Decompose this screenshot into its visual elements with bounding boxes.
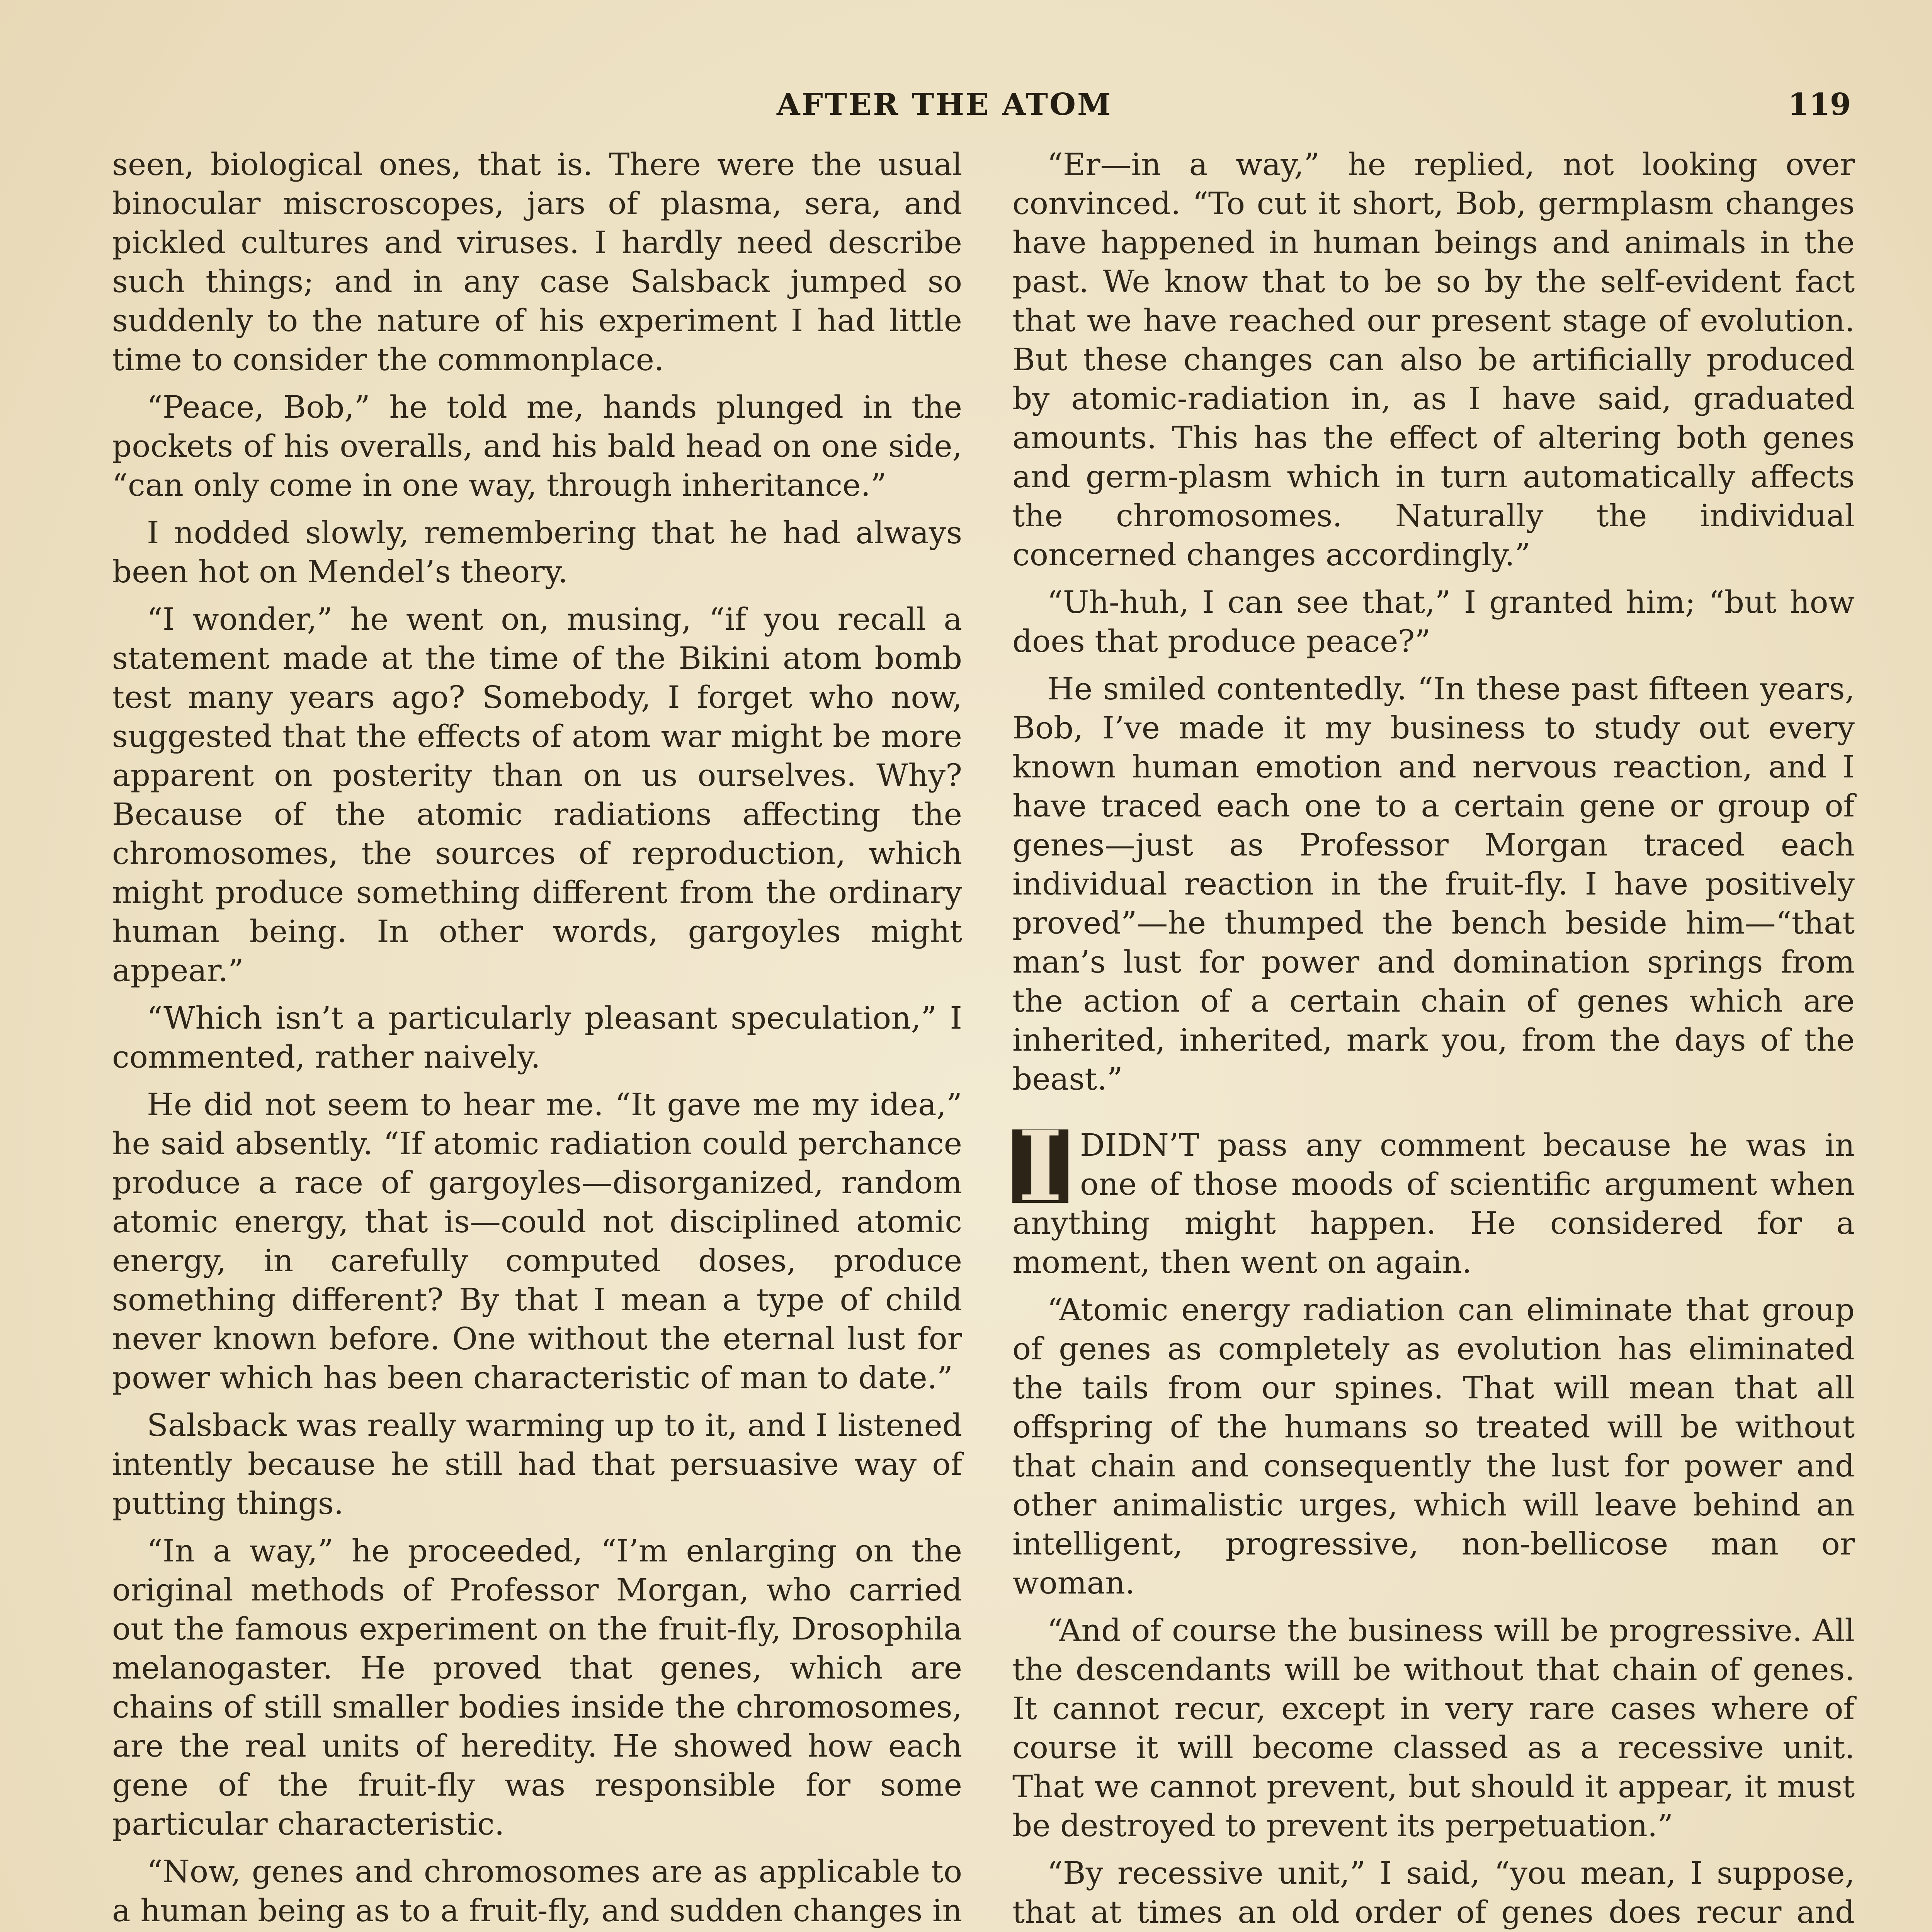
paragraph: He did not seem to hear me. “It gave me my idea,” he said absently. “If atomic radiation could perchance produce a race of gargoyles—disorganized, random atomic energy, that is—could not disciplined atomic energy, in carefully computed doses, produce something different? By that I mean a type of child never known before. One without the eternal lust for power which has been characteristic of man to date.” bbox=[112, 1087, 962, 1396]
paragraph: I nodded slowly, remembering that he had always been hot on Mendel’s theory. bbox=[112, 515, 962, 590]
paragraph: “I wonder,” he went on, musing, “if you recall a statement made at the time of the Bikini atom bomb test many years ago? Somebody, I forget who now, suggested that the effects of atom war might be more apparent on posterity than on us ourselves. Why? Because of the atomic radiations affecting the chromosomes, the sources of reproduction, which might produce something different from the ordinary human being. In other words, gargoyles might appear.” bbox=[112, 601, 962, 988]
section-opening-paragraph bbox=[1012, 1109, 1855, 1282]
paragraph: “Which isn’t a particularly pleasant speculation,” I commented, rather naively. bbox=[112, 1000, 962, 1075]
paragraph: “Now, genes and chromosomes are as applicable to a human being as to a fruit-fly, and sudden changes in bbox=[112, 1854, 962, 1929]
paragraph: “In a way,” he proceeded, “I’m enlarging on the original methods of Professor Morgan, who carried out the famous experiment on the fruit-fly, Drosophila melanogaster. He proved that genes, which are chains of still smaller bodies inside the chromosomes, are the real units of heredity. He showed how each gene of the fruit-fly was responsible for some particular characteristic. bbox=[112, 1533, 962, 1842]
paragraph: “Atomic energy radiation can eliminate that group of genes as completely as evolution has eliminated the tails from our spines. That will mean that all offspring of the humans so treated will be without that chain and consequently the lust for power and other animalistic urges, which will leave behind an intelligent, progressive, non-bellicose man or woman. bbox=[1012, 1292, 1855, 1601]
paragraph: “Er—in a way,” he replied, not looking over convinced. “To cut it short, Bob, germplasm changes have happened in human beings and animals in the past. We know that to be so by the self-evident fact that we have reached our present stage of evolution. But these changes can also be artificially produced by atomic-radiation in, as I have said, graduated amounts. This has the effect of altering both genes and germ-plasm which in turn automatically affects the chromosomes. Naturally the individual concerned changes accordingly.” bbox=[1012, 146, 1855, 573]
paragraph: “By recessive unit,” I said, “you mean, I suppose, that at times an old order of genes does recur and bbox=[1012, 1855, 1855, 1930]
running-title: AFTER THE ATOM bbox=[777, 87, 1112, 122]
page-number: 119 bbox=[1788, 87, 1851, 122]
paragraph: “Peace, Bob,” he told me, hands plunged in the pockets of his overalls, and his bald head on one side, “can only come in one way, through inheritance.” bbox=[112, 389, 962, 503]
paragraph: “And of course the business will be progressive. All the descendants will be without that chain of genes. It cannot recur, except in very rare cases where of course it will become classed as a recessive unit. That we cannot prevent, but should it appear, it must be destroyed to prevent its perpetuation.” bbox=[1012, 1612, 1855, 1844]
paragraph: Salsback was really warming up to it, and I listened intently because he still had that persuasive way of putting things. bbox=[112, 1407, 962, 1521]
right-column bbox=[1012, 145, 1855, 1932]
paragraph: “Uh-huh, I can see that,” I granted him; “but how does that produce peace?” bbox=[1012, 584, 1855, 659]
left-column bbox=[112, 145, 962, 1932]
paragraph: seen, biological ones, that is. There were the usual binocular miscroscopes, jars of plasma, sera, and pickled cultures and viruses. I hardly need describe such things; and in any case Salsback jumped so suddenly to the nature of his experiment I had little time to consider the commonplace. bbox=[112, 146, 962, 378]
drop-cap: I bbox=[1012, 1129, 1068, 1203]
drop-cap-text: DIDN’T pass any comment because he was in one of those moods of scientific argument when anything might happen. He considered for a moment, then went on again. bbox=[1012, 1127, 1855, 1280]
paragraph: He smiled contentedly. “In these past fifteen years, Bob, I’ve made it my business to study out every known human emotion and nervous reaction, and I have traced each one to a certain gene or group of genes—just as Professor Morgan traced each individual reaction in the fruit-fly. I have positively proved”—he thumped the bench beside him—“that man’s lust for power and domination springs from the action of a certain chain of genes which are inherited, inherited, mark you, from the days of the beast.” bbox=[1012, 671, 1855, 1097]
